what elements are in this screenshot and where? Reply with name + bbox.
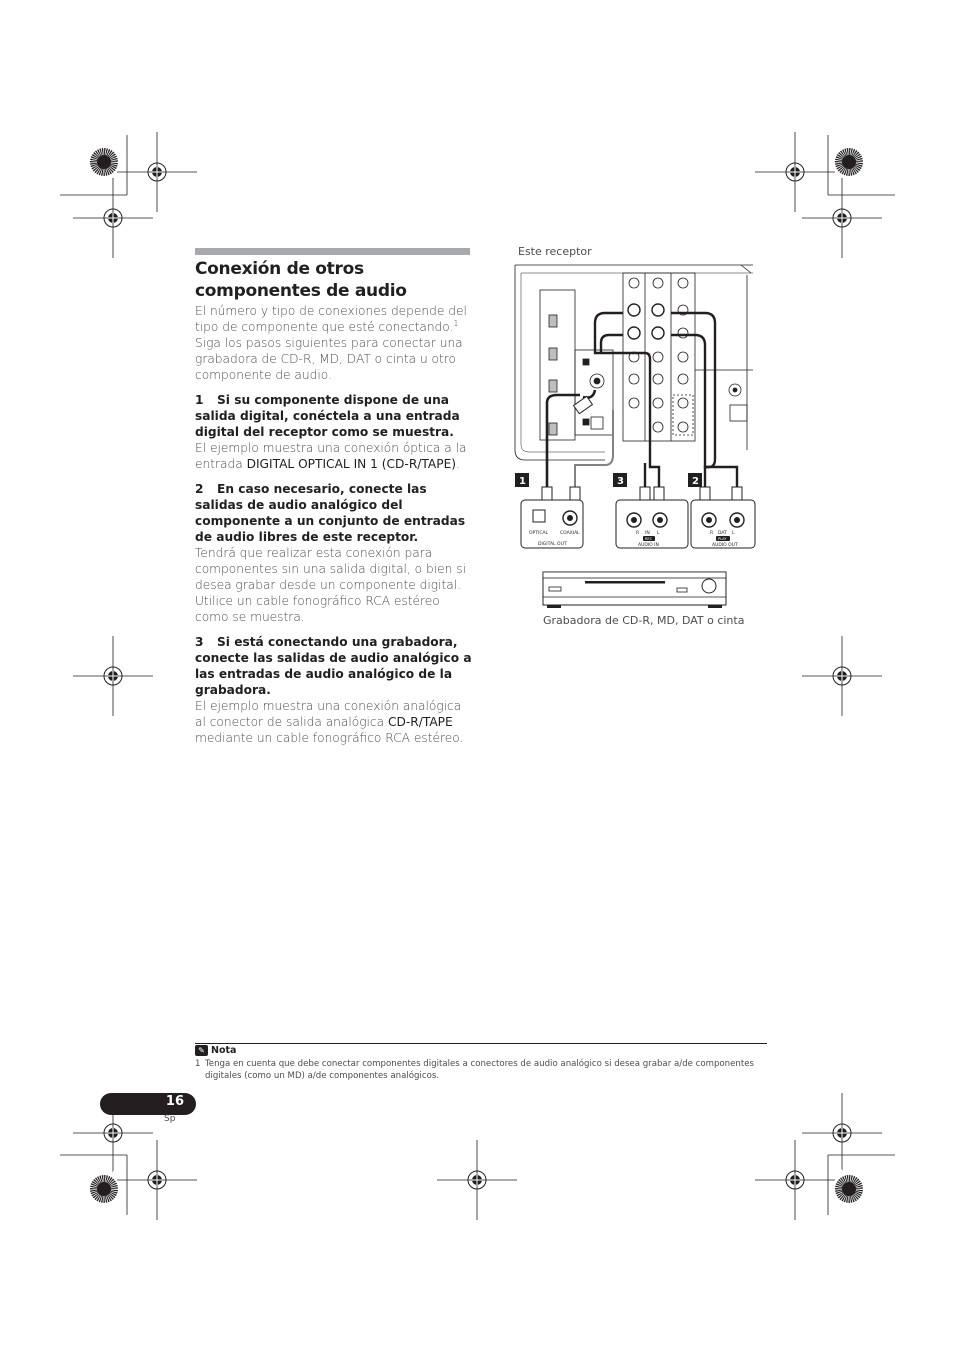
svg-text:3: 3: [617, 476, 624, 487]
label-rec-badge: REC: [645, 537, 653, 541]
recorder-label: Grabadora de CD-R, MD, DAT o cinta: [543, 614, 745, 627]
footnote-ref: 1: [453, 318, 459, 328]
label-coaxial: COAXIAL: [560, 531, 580, 536]
step-2-heading: 2 En caso necesario, conecte las salidas de audio analógico del componente a un conjunto de entradas de audio libres de este receptor.: [195, 482, 466, 544]
recorder-output-panel-digital: [521, 500, 583, 548]
label-in: IN: [645, 531, 650, 536]
recorder-output-panel-analog: [691, 500, 755, 548]
body-column: [195, 303, 475, 746]
receiver-label: Este receptor: [518, 245, 592, 258]
svg-text:2: 2: [692, 476, 699, 487]
label-r-out: R: [710, 531, 714, 536]
footnote: [195, 1058, 755, 1082]
digital-cables: [547, 390, 613, 487]
callout-3: [613, 473, 627, 487]
receiver-rear-panel: [515, 265, 753, 460]
note-heading-text: Nota: [211, 1045, 237, 1056]
connection-diagram: [505, 255, 757, 615]
recorder-unit: [543, 572, 726, 608]
label-optical: OPTICAL: [529, 531, 549, 536]
note-rule: [195, 1043, 767, 1044]
step-3-heading: 3 Si está conectando una grabadora, conecte las salidas de audio analógico a las entradas de audio analógico de la grabadora.: [195, 635, 472, 697]
step-1-heading: 1 Si su componente dispone de una salida digital, conéctela a una entrada digital del receptor como se muestra.: [195, 393, 460, 439]
label-play-badge: PLAY: [718, 537, 727, 541]
plugs: [542, 487, 742, 501]
label-audio-out: AUDIO OUT: [712, 543, 738, 548]
analog-cables: [595, 313, 737, 487]
label-dat: DAT: [718, 531, 727, 536]
label-r-in: R: [636, 531, 640, 536]
callout-1: [515, 473, 529, 487]
intro-paragraph: El número y tipo de conexiones depende del tipo de componente que esté conectando.$^1$ Siga los pasos siguientes para conectar una grabadora de CD-R, MD, DAT o cinta u otro componente de audio.: [195, 304, 467, 382]
svg-text:1: 1: [519, 476, 526, 487]
label-audio-in: AUDIO IN: [638, 543, 659, 548]
receiver-jacks: [590, 278, 693, 435]
section-rule: [195, 248, 470, 255]
label-digital-out: DIGITAL OUT: [538, 542, 567, 547]
page-number: 16: [165, 1094, 184, 1109]
step-3-body: El ejemplo muestra una conexión analógica al conector de salida analógica CD-R/TAPE mediante un cable fonográfico RCA estéreo.: [195, 699, 464, 745]
section-title: Conexión de otros componentes de audio: [195, 259, 407, 301]
recorder-input-panel-analog: [616, 500, 688, 548]
step-1-body: El ejemplo muestra una conexión óptica a la entrada DIGITAL OPTICAL IN 1 (CD-R/TAPE).: [195, 441, 467, 471]
label-l-in: L: [657, 531, 660, 536]
note-heading: [195, 1045, 236, 1056]
label-l-out: L: [732, 531, 735, 536]
step-2-body: Tendrá que realizar esta conexión para componentes sin una salida digital, o bien si desea grabar desde un componente digital. Utilice un cable fonográfico RCA estéreo como se muestra.: [195, 546, 466, 624]
footnote-text: Tenga en cuenta que debe conectar componentes digitales a conectores de audio analógico si desea grabar a/de componentes digitales (como un MD) a/de componentes analógicos.: [205, 1059, 754, 1081]
note-pencil-icon: ✎: [195, 1045, 208, 1056]
language-code: Sp: [164, 1114, 176, 1124]
callout-2: [688, 473, 702, 487]
footnote-number: 1: [195, 1059, 201, 1069]
